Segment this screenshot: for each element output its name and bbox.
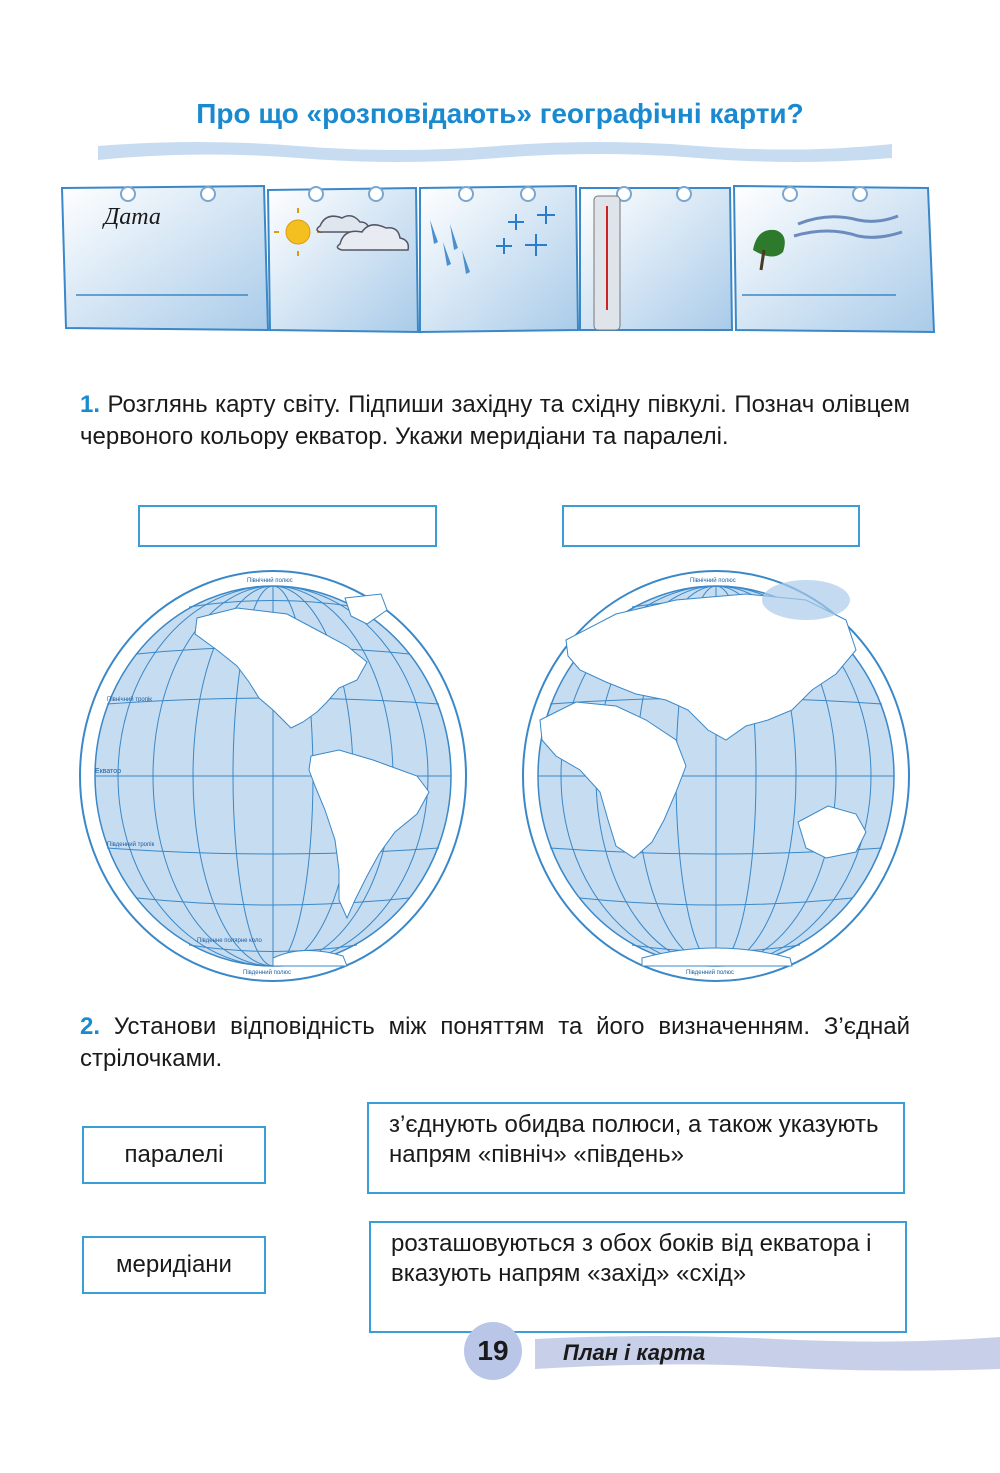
polar-circle-label: Південне полярне коло — [197, 938, 262, 944]
western-hemisphere-map — [77, 570, 477, 985]
definition-parallels[interactable]: розташовуються з обох боків від екватора і вказують напрям «захід» «схід» — [369, 1221, 907, 1333]
task-1 — [80, 389, 910, 453]
task-2 — [80, 1011, 910, 1075]
definition-meridians[interactable]: з’єднують обидва полюси, а також указують напрям «північ» «південь» — [367, 1102, 905, 1194]
term-meridians[interactable]: меридіани — [82, 1236, 266, 1294]
eastern-hemisphere-map — [516, 570, 916, 985]
tropic-north-label: Північний тропік — [107, 697, 152, 703]
western-hemisphere-label-field[interactable] — [138, 505, 437, 547]
task-1-number: 1. — [80, 391, 101, 418]
date-label: Дата — [104, 204, 161, 230]
south-pole-label-east: Південний полюс — [686, 970, 735, 976]
page-title: Про що «розповідають» географічні карти? — [196, 98, 804, 129]
page-number: 19 — [464, 1322, 522, 1380]
eastern-hemisphere-label-field[interactable] — [562, 505, 860, 547]
north-pole-label: Північний полюс — [247, 578, 293, 584]
task-2-number: 2. — [80, 1013, 101, 1040]
title-wave-decoration — [98, 136, 892, 166]
equator-label: Екватор — [95, 768, 122, 775]
task-1-text: Розглянь карту світу. Підпиши західну та східну півкулі. Познач олівцем червоного кольору екватор. Укажи меридіани та паралелі. — [80, 391, 911, 450]
term-parallels[interactable]: паралелі — [82, 1126, 266, 1184]
south-pole-label: Південний полюс — [243, 970, 292, 976]
tropic-south-label: Південний тропік — [107, 842, 155, 848]
weather-calendar — [58, 180, 942, 350]
section-title: План і карта — [563, 1340, 706, 1365]
north-pole-label-east: Північний полюс — [690, 578, 736, 584]
task-2-text: Установи відповідність між поняттям та його визначенням. З’єднай стрілочками. — [80, 1013, 910, 1072]
